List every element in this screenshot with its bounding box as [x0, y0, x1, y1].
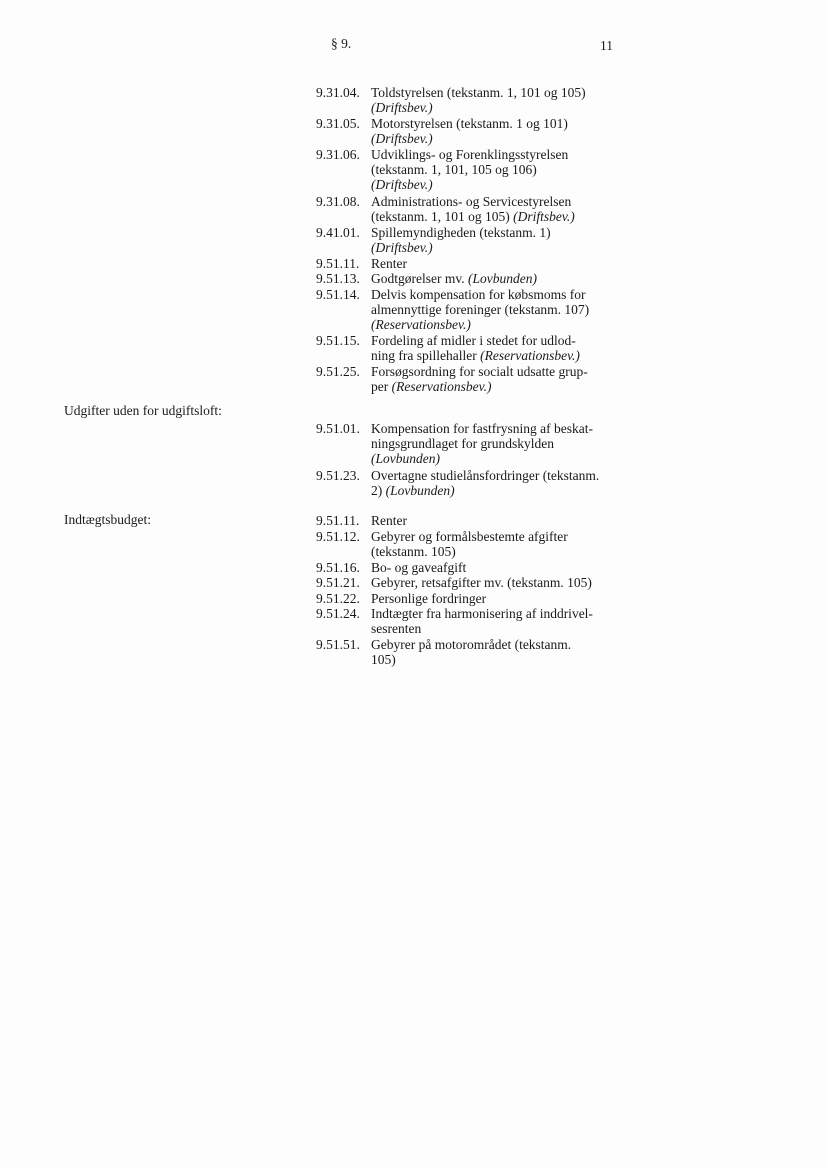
- account-entry: [316, 575, 616, 590]
- account-description-line: [316, 637, 616, 652]
- account-description-line: [316, 468, 616, 483]
- account-code: 9.51.11.: [316, 255, 360, 271]
- account-description-line: [316, 85, 616, 100]
- description-text: Personlige fordringer: [371, 590, 487, 606]
- appropriation-type: (Driftsbev.): [371, 131, 433, 146]
- account-description-line: [316, 529, 616, 544]
- account-description-line: [316, 379, 616, 394]
- description-text: sesrenten: [371, 621, 422, 636]
- account-description-line: [316, 560, 616, 575]
- description-text: 2): [371, 482, 386, 498]
- account-code: 9.51.23.: [316, 467, 360, 483]
- account-description-line: [316, 271, 616, 286]
- account-code: 9.51.24.: [316, 606, 360, 621]
- account-description-line: [316, 436, 616, 451]
- account-code: 9.51.51.: [316, 637, 360, 652]
- description-text: Kompensation for fastfrysning af beskat-: [371, 421, 593, 436]
- account-description-line: [316, 302, 616, 317]
- group-label-outside-ceiling: Udgifter uden for udgiftsloft:: [64, 403, 222, 418]
- description-text: Overtagne studielånsfordringer (tekstanm.: [371, 467, 600, 483]
- account-entry: [316, 421, 616, 466]
- account-description-line: [316, 544, 616, 559]
- description-text: Motorstyrelsen (tekstanm. 1 og 101): [371, 116, 568, 131]
- appropriation-type: (Lovbunden): [467, 271, 537, 286]
- account-description-line: [316, 575, 616, 590]
- account-description-line: [316, 116, 616, 131]
- account-entry: [316, 85, 616, 115]
- account-description-line: [316, 317, 616, 332]
- description-text: Indtægter fra harmonisering af inddrivel-: [371, 606, 593, 621]
- account-description-line: [316, 287, 616, 302]
- appropriation-type: (Driftsbev.): [513, 208, 575, 224]
- description-text: Godtgørelser mv.: [371, 271, 468, 286]
- account-description-line: [316, 606, 616, 621]
- page-number: 11: [600, 38, 613, 53]
- account-entry: [316, 364, 616, 394]
- account-description-line: [316, 621, 616, 636]
- appropriation-type: (Lovbunden): [371, 451, 440, 466]
- account-description-line: [316, 451, 616, 466]
- appropriation-type: (Lovbunden): [385, 482, 455, 498]
- description-text: Renter: [371, 255, 407, 271]
- appropriation-type: (Reservationsbev.): [391, 379, 492, 394]
- section-header: § 9.: [331, 36, 352, 51]
- appropriation-type: (Driftsbev.): [371, 177, 433, 192]
- account-entry: [316, 147, 616, 192]
- description-text: Toldstyrelsen (tekstanm. 1, 101 og 105): [371, 85, 586, 100]
- group-label-revenue-budget: Indtægtsbudget:: [64, 512, 151, 527]
- account-entry: [316, 606, 616, 636]
- account-entry: [316, 468, 616, 498]
- description-text: Gebyrer på motorområdet (tekstanm.: [371, 637, 572, 652]
- description-text: Gebyrer og formålsbestemte afgifter: [371, 528, 568, 544]
- account-code: 9.51.14.: [316, 286, 360, 302]
- description-text: Renter: [371, 513, 407, 528]
- account-description-line: [316, 348, 616, 363]
- description-text: Gebyrer, retsafgifter mv. (tekstanm. 105): [371, 575, 592, 590]
- description-text: Delvis kompensation for købsmoms for: [371, 286, 586, 302]
- description-text: Udviklings- og Forenklingsstyrelsen: [371, 147, 569, 162]
- account-code: 9.31.04.: [316, 85, 360, 100]
- description-text: Fordeling af midler i stedet for udlod-: [371, 333, 576, 348]
- account-description-line: [316, 513, 616, 528]
- account-code: 9.51.11.: [316, 513, 360, 528]
- account-description-line: [316, 194, 616, 209]
- account-description-line: [316, 131, 616, 146]
- appropriation-type: (Reservationsbev.): [371, 316, 471, 332]
- description-text: ning fra spillehaller: [371, 348, 481, 363]
- description-text: ningsgrundlaget for grundskylden: [371, 436, 554, 451]
- description-text: Administrations- og Servicestyrelsen: [371, 193, 572, 209]
- account-code: 9.51.12.: [316, 528, 360, 544]
- account-description-line: [316, 483, 616, 498]
- description-text: (tekstanm. 105): [371, 543, 456, 559]
- account-code: 9.51.13.: [316, 271, 360, 286]
- account-description-line: [316, 162, 616, 177]
- account-entry: [316, 591, 616, 606]
- account-description-line: [316, 652, 616, 667]
- account-description-line: [316, 421, 616, 436]
- description-text: (tekstanm. 1, 101, 105 og 106): [371, 162, 537, 177]
- appropriation-type: (Driftsbev.): [371, 239, 433, 255]
- account-entry: [316, 513, 616, 528]
- account-entry: [316, 225, 616, 255]
- account-description-line: [316, 225, 616, 240]
- account-code: 9.51.22.: [316, 590, 360, 606]
- account-code: 9.31.08.: [316, 193, 360, 209]
- account-description-line: [316, 177, 616, 192]
- account-description-line: [316, 240, 616, 255]
- account-entry: [316, 256, 616, 271]
- description-text: (tekstanm. 1, 101 og 105): [371, 208, 514, 224]
- account-description-line: [316, 147, 616, 162]
- account-description-line: [316, 100, 616, 115]
- appropriation-type: (Reservationsbev.): [480, 348, 580, 363]
- account-code: 9.41.01.: [316, 224, 360, 240]
- account-description-line: [316, 333, 616, 348]
- account-code: 9.51.16.: [316, 559, 360, 575]
- account-entry: [316, 116, 616, 146]
- account-entry: [316, 287, 616, 332]
- account-entry: [316, 333, 616, 363]
- account-entry: [316, 560, 616, 575]
- account-description-line: [316, 591, 616, 606]
- account-entry: [316, 529, 616, 559]
- description-text: almennyttige foreninger (tekstanm. 107): [371, 301, 590, 317]
- account-entry: [316, 271, 616, 286]
- appropriation-type: (Driftsbev.): [371, 100, 433, 115]
- account-code: 9.31.05.: [316, 116, 360, 131]
- description-text: Spillemyndigheden (tekstanm. 1): [371, 224, 551, 240]
- description-text: per: [371, 379, 392, 394]
- account-entry: [316, 637, 616, 667]
- account-code: 9.51.21.: [316, 575, 360, 590]
- account-description-line: [316, 256, 616, 271]
- description-text: 105): [371, 652, 396, 667]
- account-code: 9.51.01.: [316, 421, 360, 436]
- account-description-line: [316, 209, 616, 224]
- description-text: Bo- og gaveafgift: [371, 559, 467, 575]
- account-code: 9.51.15.: [316, 333, 360, 348]
- description-text: Forsøgsordning for socialt udsatte grup-: [371, 364, 588, 379]
- account-code: 9.51.25.: [316, 364, 360, 379]
- account-code: 9.31.06.: [316, 147, 360, 162]
- account-entry: [316, 194, 616, 224]
- account-description-line: [316, 364, 616, 379]
